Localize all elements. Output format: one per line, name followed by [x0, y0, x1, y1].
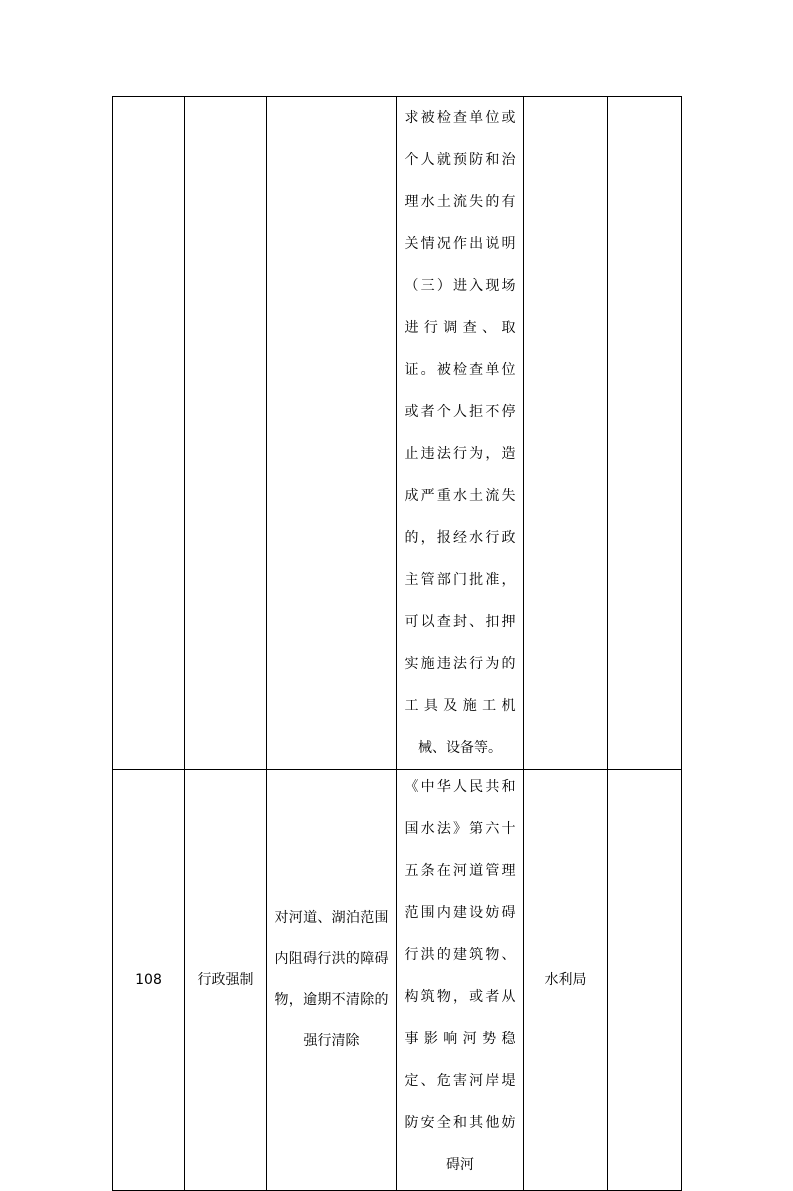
item-number-cell	[113, 97, 185, 770]
item-basis: 求被检查单位或个人就预防和治理水土流失的有关情况作出说明（三）进入现场进行调查、取证。被检查单位或者个人拒不停止违法行为，造成严重水土流失的，报经水行政主管部门批准，可以查封、扣押实施违法行为的工具及施工机械、设备等。	[404, 110, 516, 756]
item-name-cell	[267, 770, 397, 1191]
item-category: 行政强制	[197, 972, 254, 988]
item-note-cell	[608, 97, 682, 770]
item-number: 108	[135, 972, 162, 988]
item-table	[112, 96, 682, 1191]
table-row	[113, 97, 682, 770]
item-department: 水利局	[544, 972, 587, 988]
item-basis-cell	[397, 97, 524, 770]
item-department-cell	[524, 770, 608, 1191]
item-category-cell	[185, 97, 267, 770]
item-note-cell	[608, 770, 682, 1191]
table-row	[113, 770, 682, 1191]
item-category-cell	[185, 770, 267, 1191]
item-name: 对河道、湖泊范围内阻碍行洪的障碍物，逾期不清除的强行清除	[274, 910, 389, 1049]
item-basis: 《中华人民共和国水法》第六十五条在河道管理范围内建设妨碍行洪的建筑物、构筑物，或者从事影响河势稳定、危害河岸堤防安全和其他妨碍河	[404, 779, 516, 1173]
item-department-cell	[524, 97, 608, 770]
item-name-cell	[267, 97, 397, 770]
item-basis-cell	[397, 770, 524, 1191]
item-number-cell	[113, 770, 185, 1191]
